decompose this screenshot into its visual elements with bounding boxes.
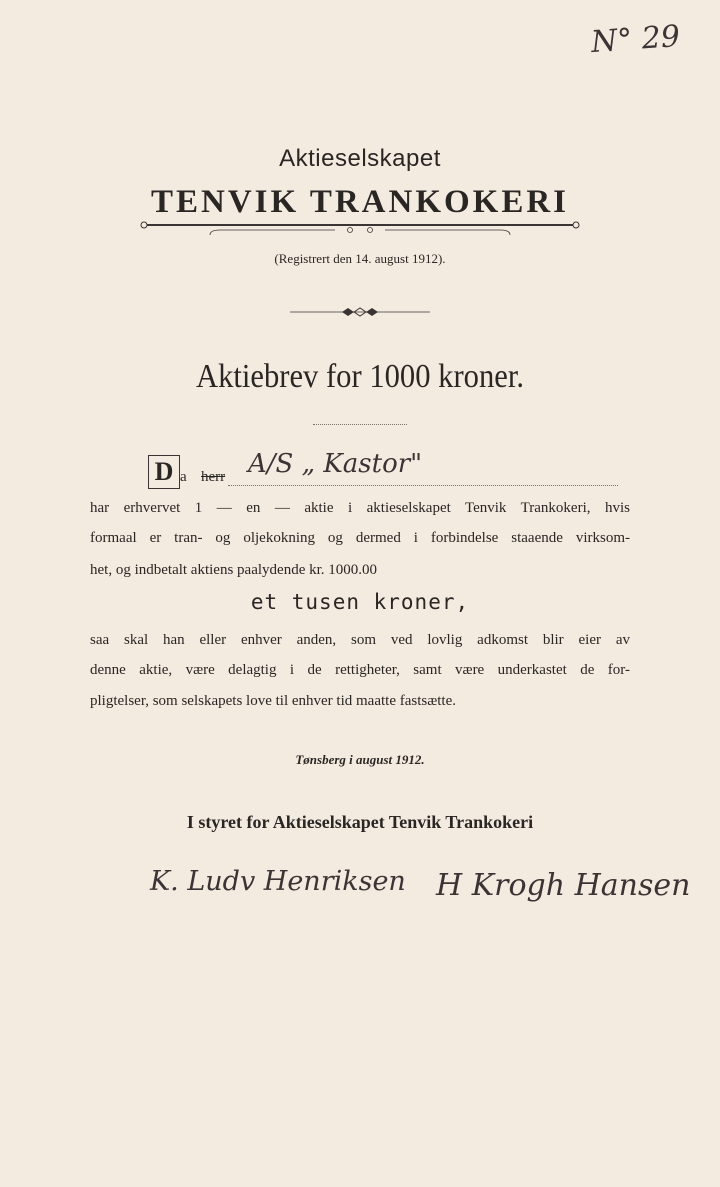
- board-heading: I styret for Aktieselskapet Tenvik Trankokeri: [186, 812, 534, 832]
- company-name: TENVIK TRANKOKERI: [150, 184, 570, 220]
- amount-in-words: et tusen kroner,: [250, 590, 470, 614]
- body-line-1: har erhvervet 1 — en — aktie i aktieselskapet Tenvik Trankokeri, hvis: [90, 500, 630, 516]
- body-line-7: pligtelser, som selskapets love til enhver tid maatte fastsætte.: [90, 693, 456, 709]
- body-line-2: formaal er tran- og oljekokning og dermed i forbindelse staaende virksom-: [90, 530, 630, 546]
- decorative-rule-icon: [140, 219, 580, 241]
- owner-da: a: [180, 469, 187, 485]
- company-prefix: Aktieselskapet: [279, 145, 441, 172]
- certificate-number: N° 29: [589, 18, 682, 61]
- body-line-6: denne aktie, være delagtig i de rettigheter, samt være underkastet de for-: [90, 662, 630, 678]
- title-underline: [313, 424, 407, 425]
- body-line-5: saa skal han eller enhver anden, som ved lovlig adkomst blir eier av: [90, 632, 630, 648]
- dropcap: D: [148, 455, 180, 489]
- registration-note: (Registrert den 14. august 1912).: [274, 251, 446, 266]
- owner-herr: herr: [201, 469, 226, 485]
- owner-dotted-line: [228, 485, 618, 486]
- body-line-3: het, og indbetalt aktiens paalydende kr. 1000.00: [90, 562, 378, 578]
- certificate-title: Aktiebrev for 1000 kroner.: [195, 358, 525, 395]
- signature-2: H Krogh Hansen: [436, 868, 691, 903]
- signature-1: K. Ludv Henriksen: [150, 866, 406, 897]
- place-date: Tønsberg i august 1912.: [295, 752, 425, 767]
- owner-name: A/S „ Kastor": [248, 449, 423, 479]
- owner-line: [148, 449, 618, 495]
- ornament-divider-icon: [290, 305, 430, 319]
